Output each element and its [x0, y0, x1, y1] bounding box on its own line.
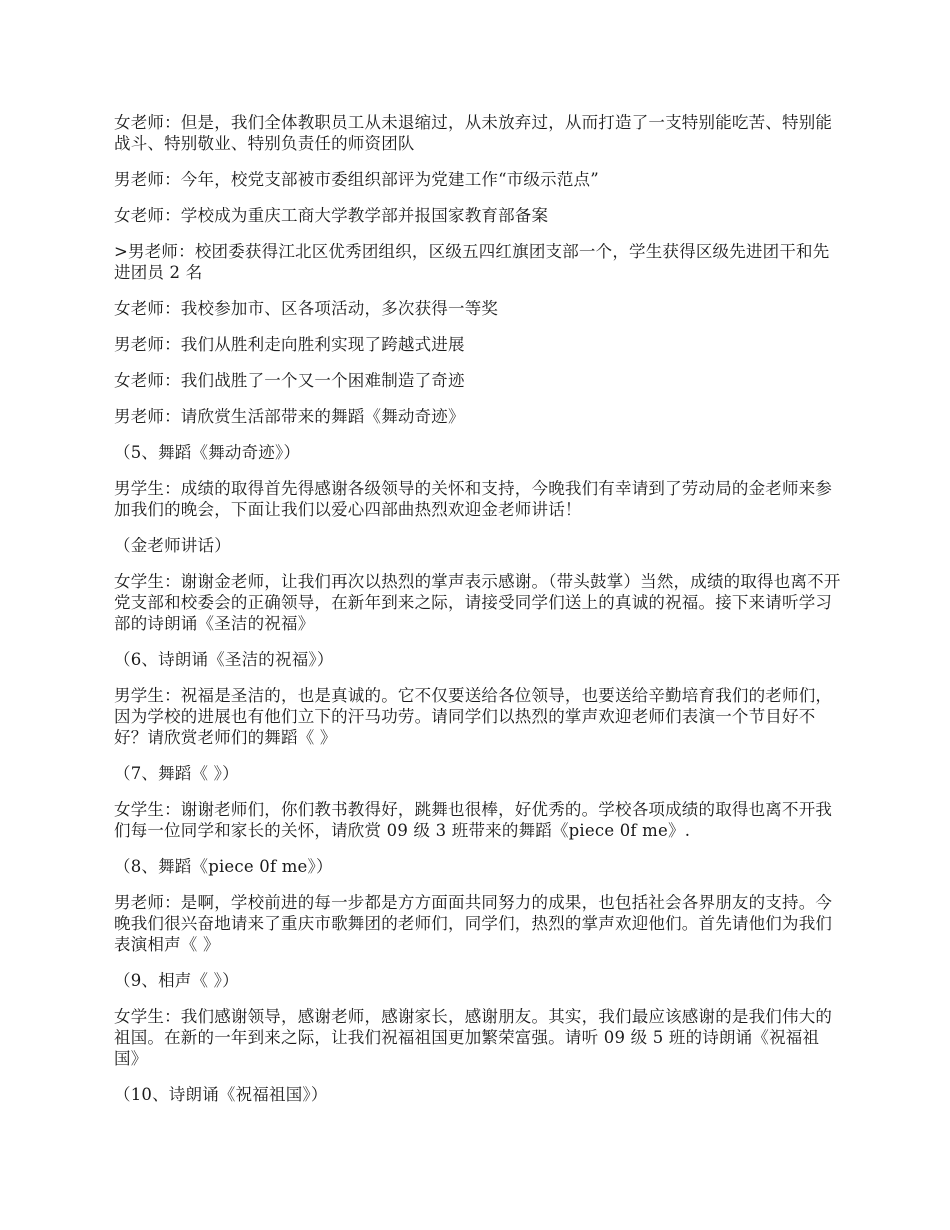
paragraph: 女老师：我校参加市、区各项活动，多次获得一等奖	[114, 299, 499, 318]
paragraph: 女学生：谢谢老师们，你们教书教得好，跳舞也很棒，好优秀的。学校各项成绩的取得也离不开我们每一位同学和家长的关怀，请欣赏 09 级 3 班带来的舞蹈《piece 0f me》.	[114, 800, 833, 840]
paragraph: 女学生：我们感谢领导，感谢老师，感谢家长，感谢朋友。其实，我们最应该感谢的是我们伟大的祖国。在新的一年到来之际，让我们祝福祖国更加繁荣富强。请听 09 级 5 班的诗朗诵《祝福祖国》	[114, 1007, 833, 1068]
paragraph: 男老师：今年，校党支部被市委组织部评为党建工作“市级示范点”	[114, 170, 599, 189]
program-item: （6、诗朗诵《圣洁的祝福》）	[114, 650, 334, 669]
paragraph: 女学生：谢谢金老师，让我们再次以热烈的掌声表示感谢。（带头鼓掌）当然，成绩的取得也离不开党支部和校委会的正确领导，在新年到来之际，请接受同学们送上的真诚的祝福。接下来请听学习部的诗朗诵《圣洁的祝福》	[114, 572, 841, 633]
paragraph: 男老师：我们从胜利走向胜利实现了跨越式进展	[114, 335, 465, 354]
program-item: （10、诗朗诵《祝福祖国》）	[114, 1085, 328, 1104]
paragraph: 男学生：祝福是圣洁的，也是真诚的。它不仅要送给各位领导，也要送给辛勤培育我们的老师们，因为学校的进展也有他们立下的汗马功劳。请同学们以热烈的掌声欢迎老师们表演一个节目好不好？请欣赏老师们的舞蹈《 》	[114, 686, 833, 747]
paragraph: >男老师：校团委获得江北区优秀团组织，区级五四红旗团支部一个，学生获得区级先进团干和先进团员 2 名	[114, 242, 830, 282]
paragraph: 男老师：是啊，学校前进的每一步都是方方面面共同努力的成果，也包括社会各界朋友的支持。今晚我们很兴奋地请来了重庆市歌舞团的老师们，同学们，热烈的掌声欢迎他们。首先请他们为我们表演相声《 》	[114, 893, 833, 954]
paragraph: 女老师：但是，我们全体教职员工从未退缩过，从未放弃过，从而打造了一支特别能吃苦、特别能战斗、特别敬业、特别负责任的师资团队	[114, 113, 833, 153]
program-item: （7、舞蹈《 》）	[114, 764, 239, 783]
program-item: （金老师讲话）	[114, 536, 231, 555]
program-item: （5、舞蹈《舞动奇迹》）	[114, 443, 301, 462]
program-item: （8、舞蹈《piece 0f me》）	[114, 857, 333, 876]
paragraph: 男学生：成绩的取得首先得感谢各级领导的关怀和支持，今晚我们有幸请到了劳动局的金老师来参加我们的晚会，下面让我们以爱心四部曲热烈欢迎金老师讲话！	[114, 479, 833, 519]
paragraph: 男老师：请欣赏生活部带来的舞蹈《舞动奇迹》	[114, 407, 465, 426]
program-item: （9、相声《 》）	[114, 971, 239, 990]
paragraph: 女老师：我们战胜了一个又一个困难制造了奇迹	[114, 371, 465, 390]
document-body	[114, 112, 844, 1120]
paragraph: 女老师：学校成为重庆工商大学教学部并报国家教育部备案	[114, 206, 549, 225]
